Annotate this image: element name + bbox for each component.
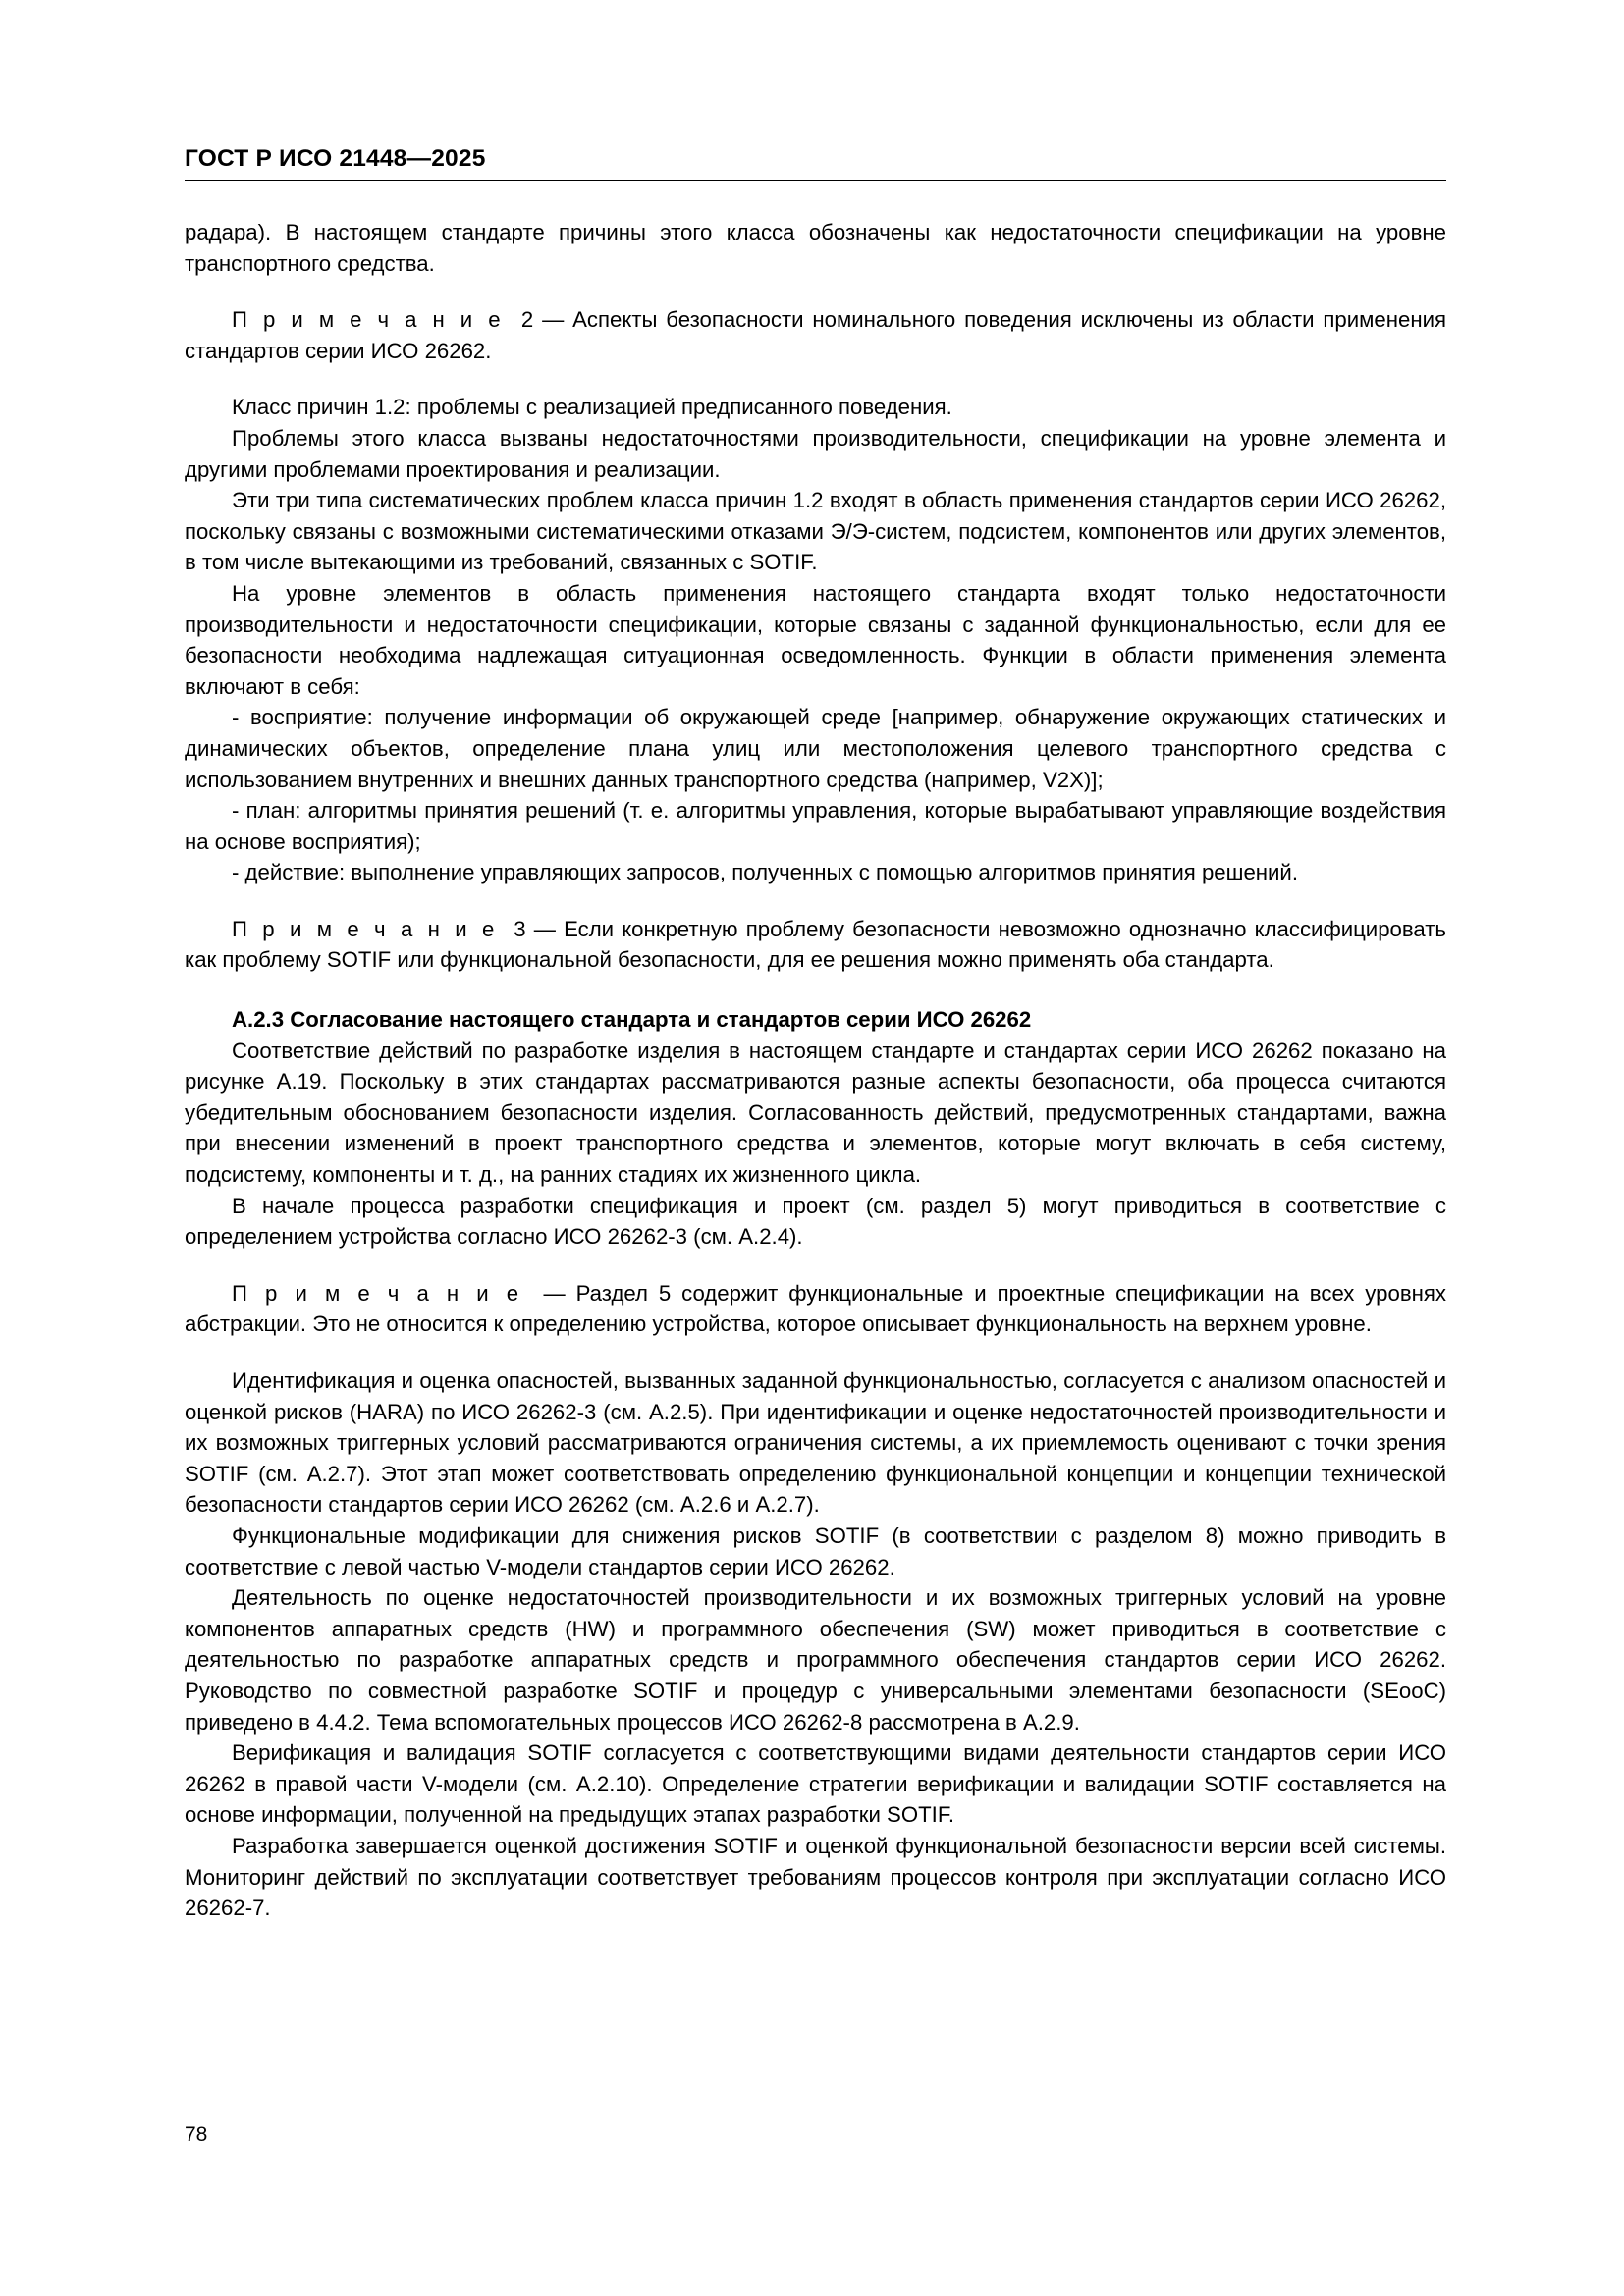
note-4-text: — Раздел 5 содержит функциональные и проектные спецификации на всех уровнях абстракции. Это не относится к определению устройства, которое описывает функциональность на верхнем уровне.: [185, 1280, 1446, 1337]
paragraph-12: Функциональные модификации для снижения рисков SOTIF (в соответствии с разделом 8) можно приводить в соответствие с левой частью V-модели стандартов серии ИСО 26262.: [185, 1522, 1446, 1579]
paragraph-13: Деятельность по оценке недостаточностей производительности и их возможных триггерных условий на уровне компонентов аппаратных средств (HW) и программного обеспечения (SW) может приводиться в соответствие с деятельностью по разработке аппаратных средств и программного обеспечения стандартов серии ИСО 26262. Руководство по совместной разработке SOTIF и процедур с универсальными элементами безопасности (SEooC) приведено в 4.4.2. Тема вспомогательных процессов ИСО 26262-8 рассмотрена в А.2.9.: [185, 1585, 1446, 1735]
note-2: [185, 304, 1446, 366]
note-4: [185, 1278, 1446, 1340]
section-heading-a23: А.2.3 Согласование настоящего стандарта и стандартов серии ИСО 26262: [232, 1007, 1032, 1033]
note-4-label: П р и м е ч а н и е: [232, 1280, 522, 1306]
page-header-title: ГОСТ Р ИСО 21448—2025: [185, 145, 486, 172]
note-3-text: 3 — Если конкретную проблему безопасности невозможно однозначно классифицировать как проблему SOTIF или функциональной безопасности, для ее решения можно применять оба стандарта.: [185, 916, 1446, 973]
list-item-action: - действие: выполнение управляющих запросов, полученных с помощью алгоритмов принятия решений.: [232, 860, 1298, 885]
paragraph-2: Класс причин 1.2: проблемы с реализацией предписанного поведения.: [232, 395, 952, 420]
paragraph-1: радара). В настоящем стандарте причины этого класса обозначены как недостаточности спецификации на уровне транспортного средства.: [185, 220, 1446, 276]
note-3-label: П р и м е ч а н и е: [232, 916, 498, 941]
list-item-plan: - план: алгоритмы принятия решений (т. е. алгоритмы управления, которые вырабатывают управляющие воздействия на основе восприятия);: [185, 798, 1446, 854]
paragraph-14: Верификация и валидация SOTIF согласуется с соответствующими видами деятельности стандартов серии ИСО 26262 в правой части V-модели (см. А.2.10). Определение стратегии верификации и валидации SOTIF составляется на основе информации, полученной на предыдущих этапах разработки SOTIF.: [185, 1740, 1446, 1828]
paragraph-10: В начале процесса разработки спецификация и проект (см. раздел 5) могут приводиться в соответствие с определением устройства согласно ИСО 26262-3 (см. А.2.4).: [185, 1193, 1446, 1250]
page-number: 78: [185, 2123, 208, 2146]
list-item-perception: - восприятие: получение информации об окружающей среде [например, обнаружение окружающих статических и динамических объектов, определение плана улиц или местоположения целевого транспортного средства с использованием внутренних и внешних данных транспортного средства (например, V2X)];: [185, 705, 1446, 792]
paragraph-3: Проблемы этого класса вызваны недостаточностями производительности, спецификации на уровне элемента и другими проблемами проектирования и реализации.: [185, 425, 1446, 482]
paragraph-5: На уровне элементов в область применения настоящего стандарта входят только недостаточности производительности и недостаточности спецификации, которые связаны с заданной функциональностью, если для ее безопасности необходима надлежащая ситуационная осведомленность. Функции в области применения элемента включают в себя:: [185, 580, 1446, 699]
paragraph-11: Идентификация и оценка опасностей, вызванных заданной функциональностью, согласуется с анализом опасностей и оценкой рисков (HARA) по ИСО 26262-3 (см. А.2.5). При идентификации и оценке недостаточностей производительности и их возможных триггерных условий рассматриваются ограничения системы, а их приемлемость оценивают с точки зрения SOTIF (см. А.2.7). Этот этап может соответствовать определению функциональной концепции и концепции технической безопасности стандартов серии ИСО 26262 (см. А.2.6 и А.2.7).: [185, 1368, 1446, 1518]
paragraph-9: Соответствие действий по разработке изделия в настоящем стандарте и стандартах серии ИСО 26262 показано на рисунке А.19. Поскольку в этих стандартах рассматриваются разные аспекты безопасности, оба процесса считаются убедительным обоснованием безопасности изделия. Согласованность действий, предусмотренных стандартами, важна при внесении изменений в проект транспортного средства и элементов, которые могут включать в себя систему, подсистему, компоненты и т. д., на ранних стадиях их жизненного цикла.: [185, 1038, 1446, 1188]
paragraph-4: Эти три типа систематических проблем класса причин 1.2 входят в область применения стандартов серии ИСО 26262, поскольку связаны с возможными систематическими отказами Э/Э-систем, подсистем, компонентов или других элементов, в том числе вытекающими из требований, связанных с SOTIF.: [185, 488, 1446, 575]
note-3: [185, 914, 1446, 976]
note-2-label: П р и м е ч а н и е: [232, 307, 505, 333]
paragraph-15: Разработка завершается оценкой достижения SOTIF и оценкой функциональной безопасности версии всей системы. Мониторинг действий по эксплуатации соответствует требованиям процессов контроля при эксплуатации согласно ИСО 26262-7.: [185, 1833, 1446, 1921]
header-divider: [185, 180, 1446, 181]
page-content: [185, 0, 1446, 1924]
body-text: [185, 217, 1446, 1924]
note-2-text: 2 — Аспекты безопасности номинального поведения исключены из области применения стандартов серии ИСО 26262.: [185, 307, 1446, 363]
